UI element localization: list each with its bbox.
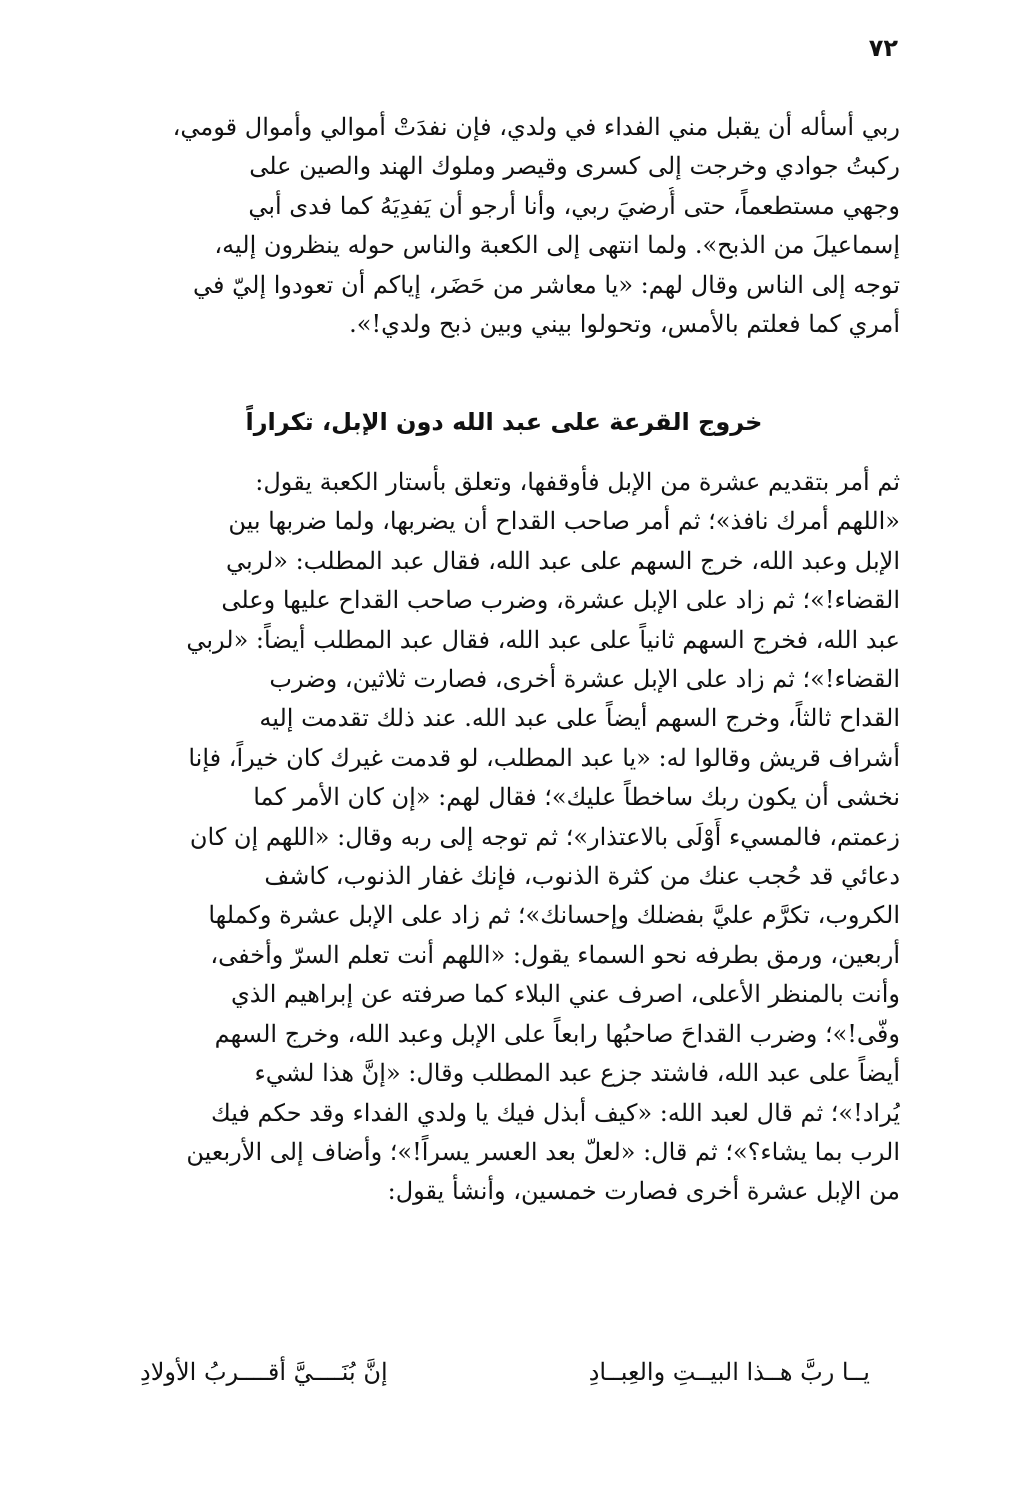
paragraph-line: يُراد!»؛ ثم قال لعبد الله: «كيف أبذل فيك يا ولدي الفداء وقد حكم فيك <box>210 1098 900 1127</box>
paragraph-line: ركبتُ جوادي وخرجت إلى كسرى وقيصر وملوك الهند والصين على <box>249 152 900 181</box>
paragraph-2 <box>108 463 900 1212</box>
paragraph-line: أمري كما فعلتم بالأمس، وتحولوا بيني وبين ذبح ولدي!». <box>349 310 900 339</box>
paragraph-line: الإبل وعبد الله، خرج السهم على عبد الله، فقال عبد المطلب: «لربي <box>226 546 900 575</box>
paragraph-line: زعمتم، فالمسيء أَوْلَى بالاعتذار»؛ ثم توجه إلى ربه وقال: «اللهم إن كان <box>189 822 900 851</box>
verse-first-hemistich: يــا ربَّ هــذا البيــتِ والعِبــادِ <box>588 1358 870 1386</box>
paragraph-line: أشراف قريش وقالوا له: «يا عبد المطلب، لو قدمت غيرك كان خيراً، فإنا <box>188 743 900 772</box>
poetry-verse <box>140 1352 870 1392</box>
paragraph-line: دعائي قد حُجب عنك من كثرة الذنوب، فإنك غفار الذنوب، كاشف <box>264 862 900 891</box>
paragraph-line: «اللهم أمرك نافذ»؛ ثم أمر صاحب القداح أن يضربها، ولما ضربها بين <box>228 507 900 536</box>
paragraph-line: نخشى أن يكون ربك ساخطاً عليك»؛ فقال لهم: «إن كان الأمر كما <box>253 783 900 812</box>
paragraph-line: القضاء!»؛ ثم زاد على الإبل عشرة، وضرب صاحب القداح عليها وعلى <box>221 586 900 615</box>
paragraph-line: الكروب، تكرَّم عليَّ بفضلك وإحسانك»؛ ثم زاد على الإبل عشرة وكملها <box>208 901 900 930</box>
paragraph-1 <box>108 108 900 344</box>
verse-second-hemistich: إنَّ بُنَــــيَّ أقــــربُ الأولادِ <box>140 1358 388 1386</box>
paragraph-line: وأنت بالمنظر الأعلى، اصرف عني البلاء كما صرفته عن إبراهيم الذي <box>231 980 900 1009</box>
paragraph-line: الرب بما يشاء؟»؛ ثم قال: «لعلّ بعد العسر يسراً!»؛ وأضاف إلى الأربعين <box>186 1137 900 1166</box>
paragraph-line: من الإبل عشرة أخرى فصارت خمسين، وأنشأ يقول: <box>387 1177 900 1206</box>
paragraph-line: ثم أمر بتقديم عشرة من الإبل فأوقفها، وتعلق بأستار الكعبة يقول: <box>255 468 900 496</box>
paragraph-line: عبد الله، فخرج السهم ثانياً على عبد الله، فقال عبد المطلب أيضاً: «لربي <box>186 625 900 654</box>
paragraph-line: أيضاً على عبد الله، فاشتد جزع عبد المطلب وقال: «إنَّ هذا لشيء <box>254 1059 900 1088</box>
paragraph-line: وجهي مستطعماً، حتى أُرضيَ ربي، وأنا أرجو أن يَفدِيَهُ كما فدى أبي <box>248 191 900 220</box>
paragraph-line: القضاء!»؛ ثم زاد على الإبل عشرة أخرى، فصارت ثلاثين، وضرب <box>269 665 900 694</box>
paragraph-line: توجه إلى الناس وقال لهم: «يا معاشر من حَضَر، إياكم أن تعودوا إليّ في <box>193 270 900 299</box>
paragraph-line: إسماعيلَ من الذبح». ولما انتهى إلى الكعبة والناس حوله ينظرون إليه، <box>214 231 900 260</box>
paragraph-line: ربي أسأله أن يقبل مني الفداء في ولدي، فإن نفدَتْ أموالي وأموال قومي، <box>172 113 900 141</box>
paragraph-line: وفّى!»؛ وضرب القداحَ صاحبُها رابعاً على الإبل وعبد الله، وخرج السهم <box>214 1019 900 1048</box>
paragraph-line: القداح ثالثاً، وخرج السهم أيضاً على عبد الله. عند ذلك تقدمت إليه <box>259 704 900 733</box>
page-number: ٧٢ <box>868 34 898 62</box>
section-heading: خروج القرعة على عبد الله دون الإبل، تكراراً <box>245 408 763 436</box>
paragraph-line: أربعين، ورمق بطرفه نحو السماء يقول: «اللهم أنت تعلم السرّ وأخفى، <box>210 940 900 969</box>
